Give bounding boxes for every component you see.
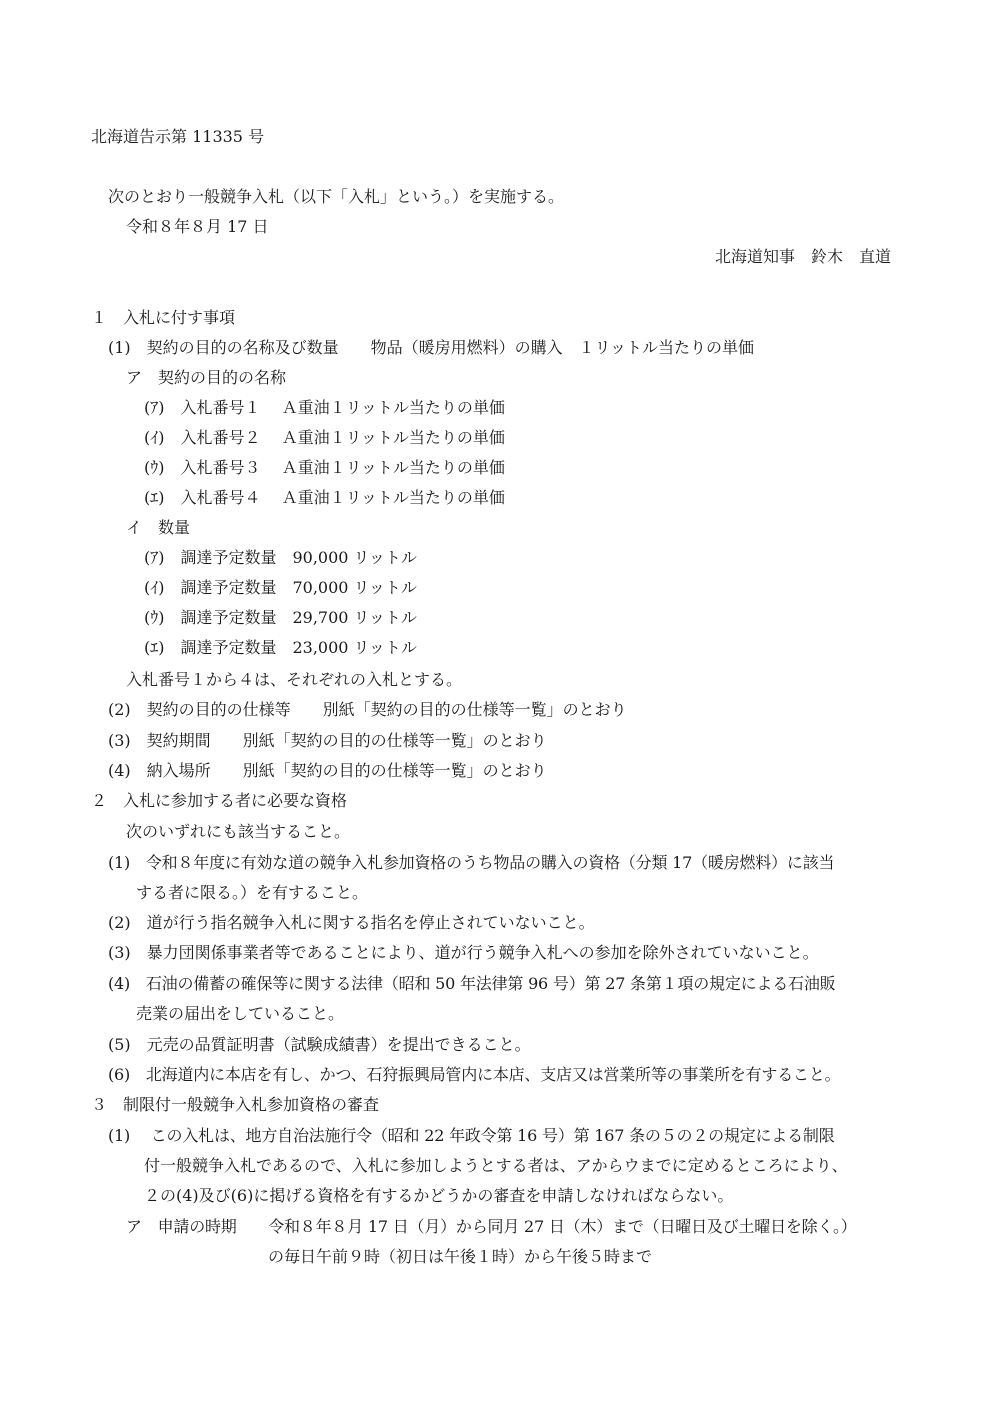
s3-item-1-line-1: (1) この入札は、地方自治法施行令（昭和 22 年政令第 16 号）第 167 条の５の２の規定による制限 — [108, 1126, 835, 1145]
s3-item-1-line-3: ２の(4)及び(6)に掲げる資格を有するかどうかの審査を申請しなければならない。 — [144, 1186, 734, 1205]
s1-subheading-b: イ 数量 — [126, 518, 191, 537]
s2-item-1-line-1: (1) 令和８年度に有効な道の競争入札参加資格のうち物品の購入の資格（分類 17（暖房燃料）に該当 — [108, 853, 835, 872]
s1-item-2: (2) 契約の目的の仕様等 別紙「契約の目的の仕様等一覧」のとおり — [108, 700, 627, 719]
s1-name-4: (ｴ) 入札番号４ Ａ重油１リットル当たりの単価 — [144, 488, 505, 507]
s2-item-2: (2) 道が行う指名競争入札に関する指名を停止されていないこと。 — [108, 913, 595, 932]
s1-name-1: (ｱ) 入札番号１ Ａ重油１リットル当たりの単価 — [144, 398, 505, 417]
s2-item-6: (6) 北海道内に本店を有し、かつ、石狩振興局管内に本店、支店又は営業所等の事業所を有すること。 — [108, 1065, 841, 1084]
s3-item-1-line-2: 付一般競争入札であるので、入札に参加しようとする者は、アからウまでに定めるところにより、 — [144, 1156, 848, 1175]
s3-application-period-line-2: の毎日午前９時（初日は午後１時）から午後５時まで — [268, 1247, 653, 1266]
s1-item-4: (4) 納入場所 別紙「契約の目的の仕様等一覧」のとおり — [108, 761, 547, 780]
s2-item-5: (5) 元売の品質証明書（試験成績書）を提出できること。 — [108, 1035, 531, 1054]
s1-quantity-4: (ｴ) 調達予定数量 23,000 リットル — [144, 638, 417, 657]
s1-quantity-2: (ｲ) 調達予定数量 70,000 リットル — [144, 578, 417, 597]
s2-lead: 次のいずれにも該当すること。 — [126, 822, 351, 841]
intro-text: 次のとおり一般競争入札（以下「入札」という。）を実施する。 — [108, 187, 565, 206]
s1-item-3: (3) 契約期間 別紙「契約の目的の仕様等一覧」のとおり — [108, 731, 547, 750]
s1-item-1: (1) 契約の目的の名称及び数量 物品（暖房用燃料）の購入 １リットル当たりの単価 — [108, 338, 755, 357]
s1-note: 入札番号１から４は、それぞれの入札とする。 — [126, 670, 463, 689]
notice-date: 令和８年８月 17 日 — [126, 217, 269, 236]
s3-application-period-line-1: ア 申請の時期 令和８年８月 17 日（月）から同月 27 日（木）まで（日曜日及び土曜日を除く。） — [126, 1217, 857, 1236]
s1-quantity-3: (ｳ) 調達予定数量 29,700 リットル — [144, 608, 417, 627]
s2-item-3: (3) 暴力団関係事業者等であることにより、道が行う競争入札への参加を除外されていないこと。 — [108, 943, 819, 962]
s1-quantity-1: (ｱ) 調達予定数量 90,000 リットル — [144, 548, 417, 567]
section-2-heading: ２ 入札に参加する者に必要な資格 — [91, 791, 348, 810]
s1-subheading-a: ア 契約の目的の名称 — [126, 368, 287, 387]
s1-name-3: (ｳ) 入札番号３ Ａ重油１リットル当たりの単価 — [144, 458, 505, 477]
section-1-heading: １ 入札に付す事項 — [91, 308, 236, 327]
s1-name-2: (ｲ) 入札番号２ Ａ重油１リットル当たりの単価 — [144, 428, 505, 447]
s2-item-4-line-1: (4) 石油の備蓄の確保等に関する法律（昭和 50 年法律第 96 号）第 27 条第１項の規定による石油販 — [108, 974, 836, 993]
s2-item-1-line-2: する者に限る。）を有すること。 — [136, 883, 369, 902]
section-3-heading: ３ 制限付一般競争入札参加資格の審査 — [91, 1095, 380, 1114]
notice-number: 北海道告示第 11335 号 — [91, 127, 265, 146]
s2-item-4-line-2: 売業の届出をしていること。 — [136, 1004, 345, 1023]
issuer: 北海道知事 鈴木 直道 — [714, 247, 891, 266]
